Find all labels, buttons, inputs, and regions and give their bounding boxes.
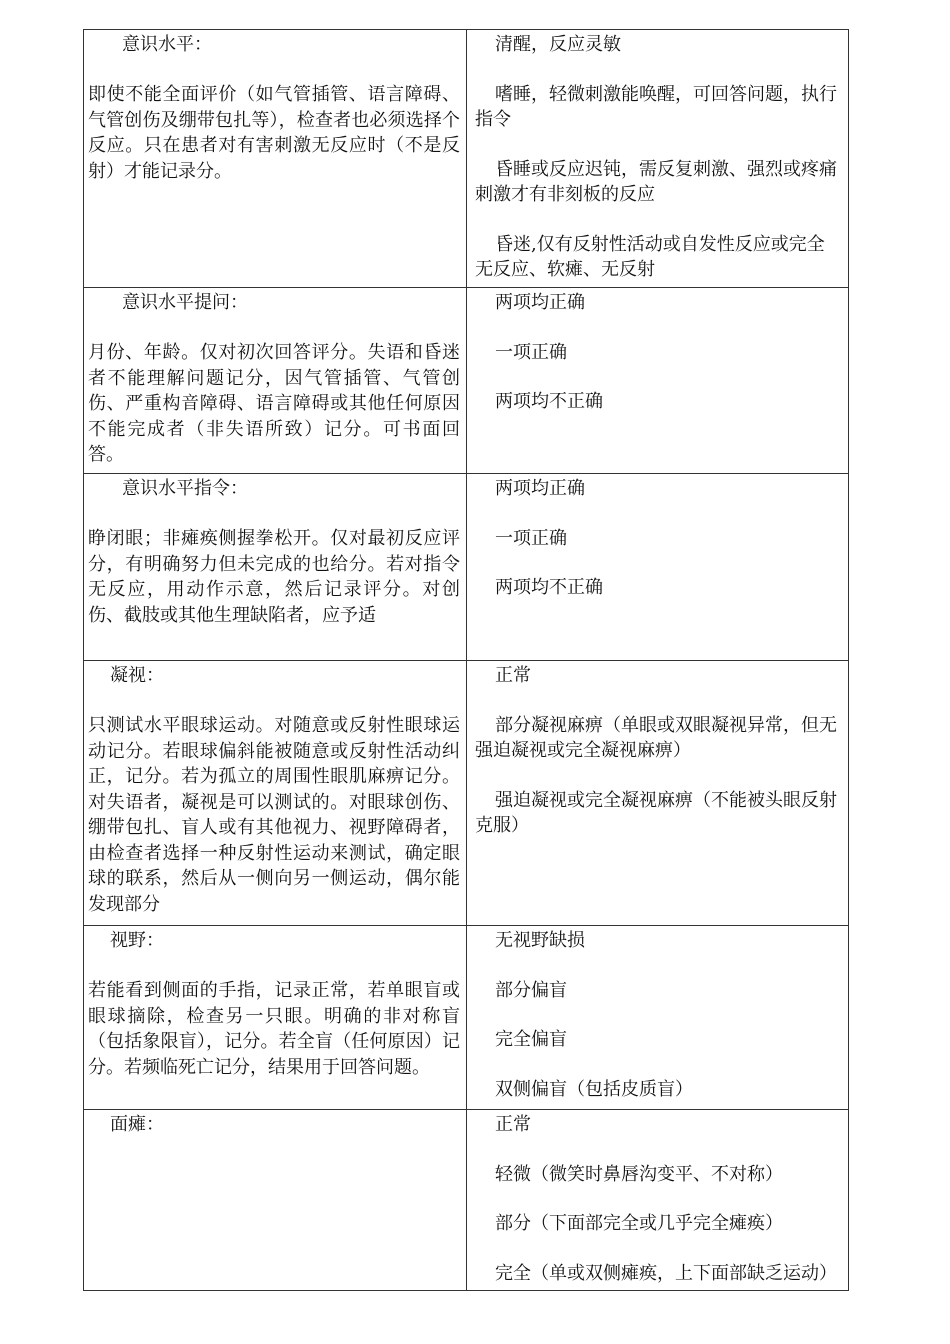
item-title: 意识水平提问： <box>122 292 248 313</box>
options-cell <box>467 926 849 1110</box>
item-description: 只测试水平眼球运动。对随意或反射性眼球运动记分。若眼球偏斜能被随意或反射性活动纠正，记分。若为孤立的周围性眼肌麻痹记分。对失语者，凝视是可以测试的。对眼球创伤、绷带包扎、盲人或有其他视力、视野障碍者，由检查者选择一种反射性运动来测试，确定眼球的联系，然后从一侧向另一侧运动，偶尔能发现部分 <box>88 715 460 915</box>
option-text: 完全偏盲 <box>495 1029 567 1050</box>
item-title: 意识水平指令： <box>122 478 248 499</box>
item-title: 意识水平： <box>122 34 212 55</box>
item-cell <box>84 30 467 288</box>
item-description: 月份、年龄。仅对初次回答评分。失语和昏迷者不能理解问题记分，因气管插管、气管创伤、严重构音障碍、语言障碍或其他任何原因不能完成者（非失语所致）记分。可书面回答。 <box>88 342 460 465</box>
option-text: 强迫凝视或完全凝视麻痹（不能被头眼反射克服） <box>475 789 837 836</box>
table-row <box>84 288 849 474</box>
option-text: 两项均不正确 <box>495 577 603 598</box>
option-text: 部分（下面部完全或几乎完全瘫痪） <box>495 1213 783 1234</box>
option-text: 无视野缺损 <box>495 930 585 951</box>
item-title: 凝视： <box>110 665 164 686</box>
table-row <box>84 30 849 288</box>
item-cell <box>84 661 467 926</box>
option-text: 嗜睡，轻微刺激能唤醒，可回答问题，执行指令 <box>475 83 837 130</box>
item-cell <box>84 288 467 474</box>
option-text: 双侧偏盲（包括皮质盲） <box>495 1078 693 1100</box>
options-cell <box>467 474 849 661</box>
item-description: 睁闭眼；非瘫痪侧握拳松开。仅对最初反应评分，有明确努力但未完成的也给分。若对指令无反应，用动作示意，然后记录评分。对创伤、截肢或其他生理缺陷者，应予适 <box>88 528 460 626</box>
item-cell <box>84 1110 467 1291</box>
item-cell <box>84 474 467 661</box>
item-description: 若能看到侧面的手指，记录正常，若单眼盲或眼球摘除，检查另一只眼。明确的非对称盲（包括象限盲），记分。若全盲（任何原因）记分。若频临死亡记分，结果用于回答问题。 <box>88 980 460 1078</box>
options-cell <box>467 661 849 926</box>
option-text: 一项正确 <box>495 341 567 363</box>
option-text: 完全（单或双侧瘫痪，上下面部缺乏运动） <box>495 1262 837 1284</box>
options-cell <box>467 30 849 288</box>
option-text: 部分凝视麻痹（单眼或双眼凝视异常，但无强迫凝视或完全凝视麻痹） <box>475 714 837 761</box>
option-text: 正常 <box>495 1114 531 1135</box>
table-row <box>84 474 849 661</box>
options-cell <box>467 288 849 474</box>
option-text: 部分偏盲 <box>495 979 567 1001</box>
item-title: 面瘫： <box>110 1114 164 1135</box>
item-cell <box>84 926 467 1110</box>
option-text: 两项均不正确 <box>495 391 603 412</box>
item-title: 视野： <box>110 930 164 951</box>
option-text: 昏迷,仅有反射性活动或自发性反应或完全无反应、软瘫、无反射 <box>475 233 825 280</box>
option-text: 两项均正确 <box>495 478 585 499</box>
option-text: 两项均正确 <box>495 292 585 313</box>
table-row <box>84 661 849 926</box>
table-row <box>84 926 849 1110</box>
assessment-table <box>83 29 849 1291</box>
option-text: 清醒，反应灵敏 <box>495 34 621 55</box>
option-text: 正常 <box>495 665 531 686</box>
option-text: 一项正确 <box>495 527 567 549</box>
option-text: 昏睡或反应迟钝，需反复刺激、强烈或疼痛刺激才有非刻板的反应 <box>475 158 837 205</box>
options-cell <box>467 1110 849 1291</box>
item-description: 即使不能全面评价（如气管插管、语言障碍、气管创伤及绷带包扎等），检查者也必须选择个反应。只在患者对有害刺激无反应时（不是反射）才能记录分。 <box>88 84 460 182</box>
table-row <box>84 1110 849 1291</box>
option-text: 轻微（微笑时鼻唇沟变平、不对称） <box>495 1163 783 1185</box>
